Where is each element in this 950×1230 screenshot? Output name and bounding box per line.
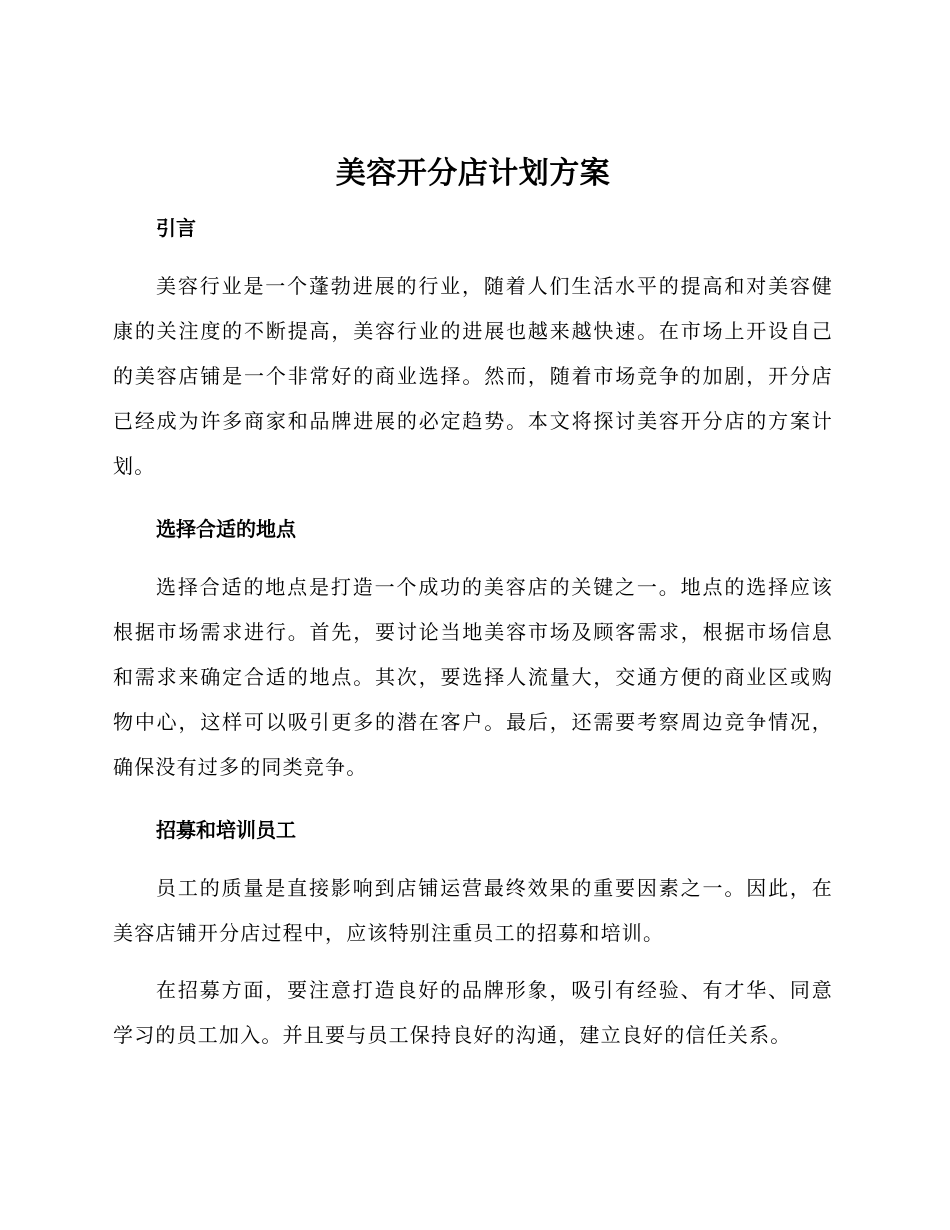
paragraph: 美容行业是一个蓬勃进展的行业，随着人们生活水平的提高和对美容健康的关注度的不断提高，美容行业的进展也越来越快速。在市场上开设自己的美容店铺是一个非常好的商业选择。然而，随着市场竞争的加剧，开分店已经成为许多商家和品牌进展的必定趋势。本文将探讨美容开分店的方案计划。 <box>113 274 833 478</box>
paragraph: 选择合适的地点是打造一个成功的美容店的关键之一。地点的选择应该根据市场需求进行。首先，要讨论当地美容市场及顾客需求，根据市场信息和需求来确定合适的地点。其次，要选择人流量大，交通方便的商业区或购物中心，这样可以吸引更多的潜在客户。最后，还需要考察周边竞争情况，确保没有过多的同类竞争。 <box>113 575 833 779</box>
section-heading: 选择合适的地点 <box>156 517 296 541</box>
section-heading: 招募和培训员工 <box>156 818 296 842</box>
paragraph: 员工的质量是直接影响到店铺运营最终效果的重要因素之一。因此，在美容店铺开分店过程中，应该特别注重员工的招募和培训。 <box>113 876 833 945</box>
paragraph: 在招募方面，要注意打造良好的品牌形象，吸引有经验、有才华、同意学习的员工加入。并且要与员工保持良好的沟通，建立良好的信任关系。 <box>113 978 833 1047</box>
section-staff <box>113 814 833 1058</box>
section-introduction <box>113 212 833 489</box>
document-title: 美容开分店计划方案 <box>335 156 611 191</box>
section-heading: 引言 <box>156 216 196 240</box>
document-page <box>113 150 833 1058</box>
section-location <box>113 513 833 790</box>
